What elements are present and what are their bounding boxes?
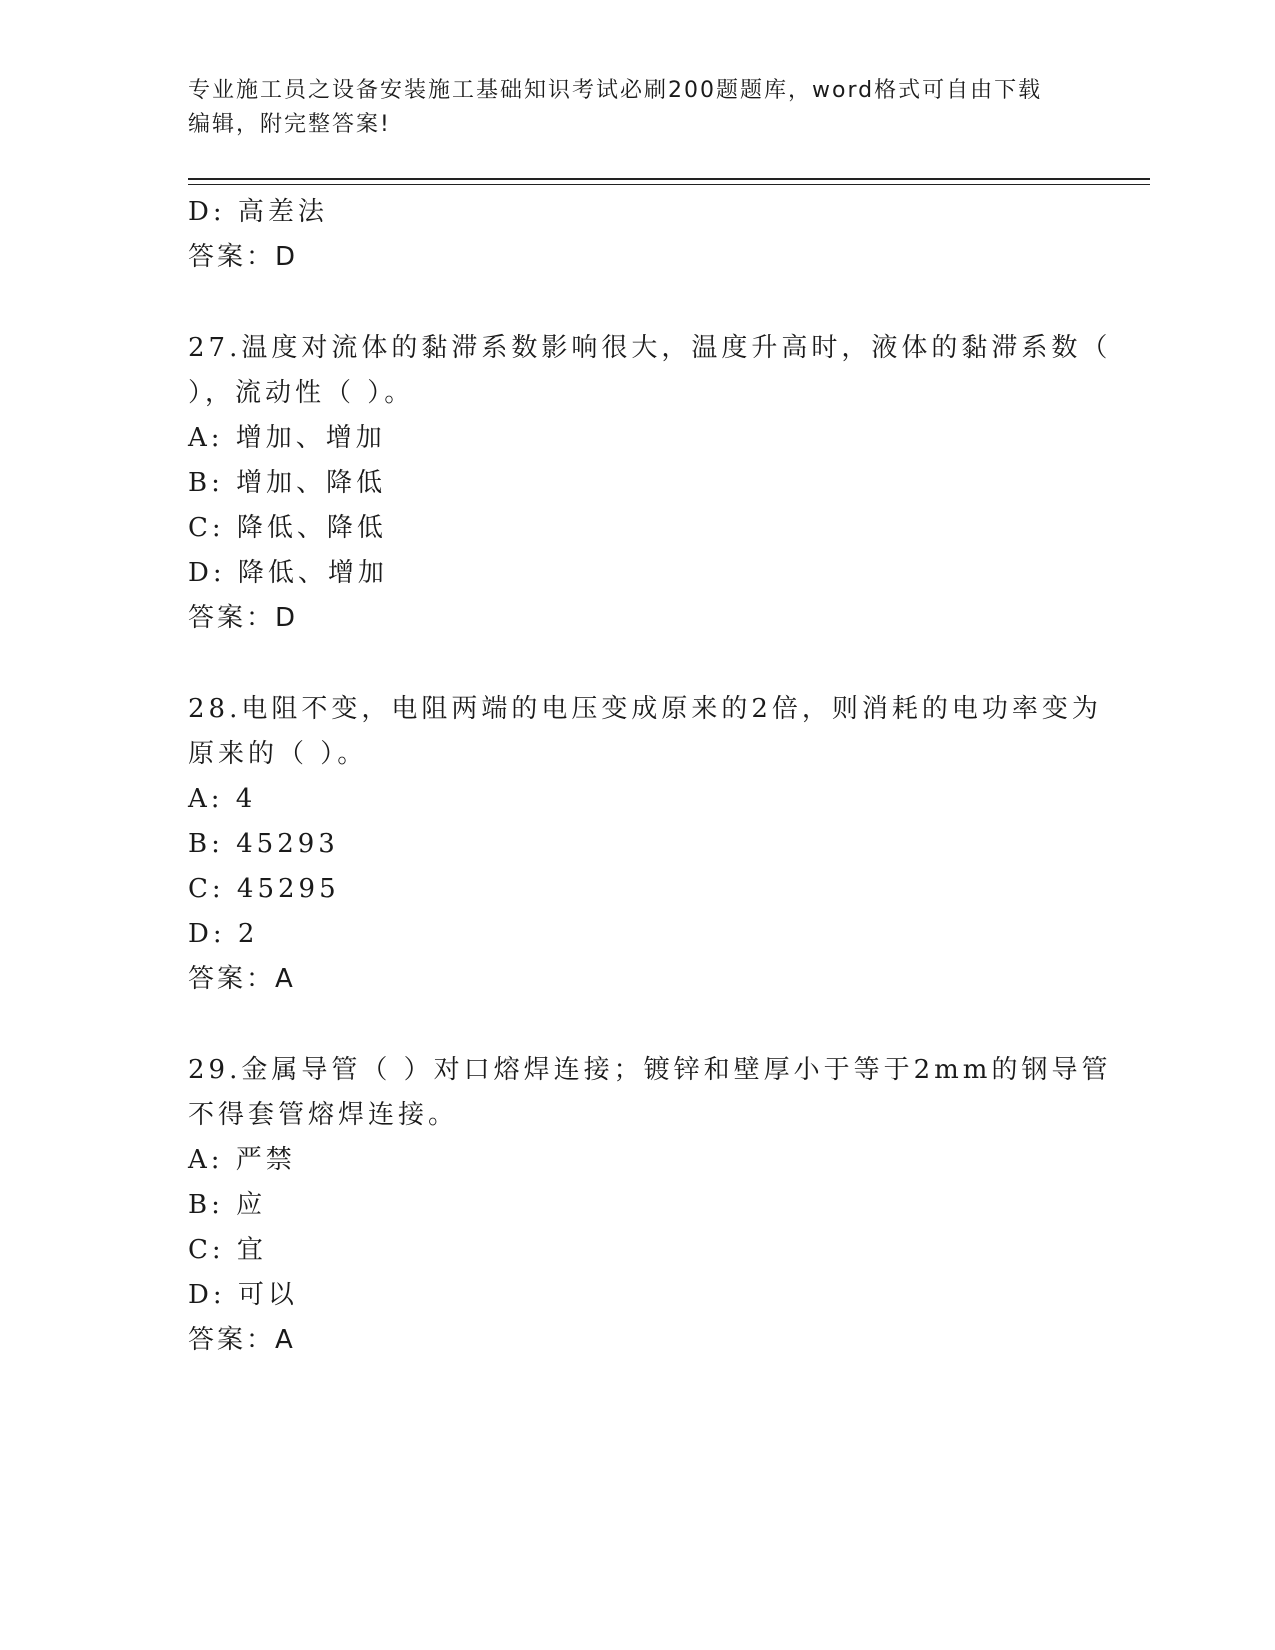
option-b: B: 45293 [188, 829, 339, 859]
option-c: C: 45295 [188, 874, 340, 904]
question-stem-line-2: 原来的（ ）。 [188, 739, 368, 769]
option-a: A: 严禁 [188, 1145, 296, 1175]
question-stem-line-2: 不得套管熔焊连接。 [188, 1100, 459, 1130]
option-d: D: 降低、增加 [188, 558, 388, 588]
question-stem-line-1: 27.温度对流体的黏滞系数影响很大，温度升高时，液体的黏滞系数（ [188, 333, 1112, 363]
option-b: B: 应 [188, 1190, 267, 1220]
document-header [188, 74, 1088, 142]
question-stem-line-2: ），流动性（ ）。 [188, 378, 415, 408]
option-d: D: 2 [188, 919, 259, 949]
answer-line: 答案：D [188, 603, 299, 633]
document-body [188, 190, 1112, 1363]
question-29 [188, 1048, 1112, 1363]
question-28 [188, 687, 1102, 1002]
previous-question-tail [188, 190, 1088, 280]
option-d: D: 可以 [188, 1280, 298, 1310]
option-a: A: 增加、增加 [188, 423, 386, 453]
header-line-1: 专业施工员之设备安装施工基础知识考试必刷200题题库，word格式可自由下载 [188, 78, 1043, 103]
answer-line: 答案：A [188, 1325, 296, 1355]
option-c: C: 降低、降低 [188, 513, 387, 543]
header-line-2: 编辑，附完整答案! [188, 112, 391, 137]
header-rule-thin [188, 184, 1150, 185]
option-a: A: 4 [188, 784, 257, 814]
answer-line: 答案：D [188, 242, 299, 272]
answer-line: 答案：A [188, 964, 296, 994]
option-d: D: 高差法 [188, 197, 328, 227]
header-rule-thick [188, 178, 1150, 180]
question-27 [188, 326, 1112, 641]
option-c: C: 宜 [188, 1235, 267, 1265]
question-stem-line-1: 29.金属导管（ ）对口熔焊连接；镀锌和壁厚小于等于2mm的钢导管 [188, 1055, 1112, 1085]
question-stem-line-1: 28.电阻不变，电阻两端的电压变成原来的2倍，则消耗的电功率变为 [188, 694, 1102, 724]
option-b: B: 增加、降低 [188, 468, 387, 498]
